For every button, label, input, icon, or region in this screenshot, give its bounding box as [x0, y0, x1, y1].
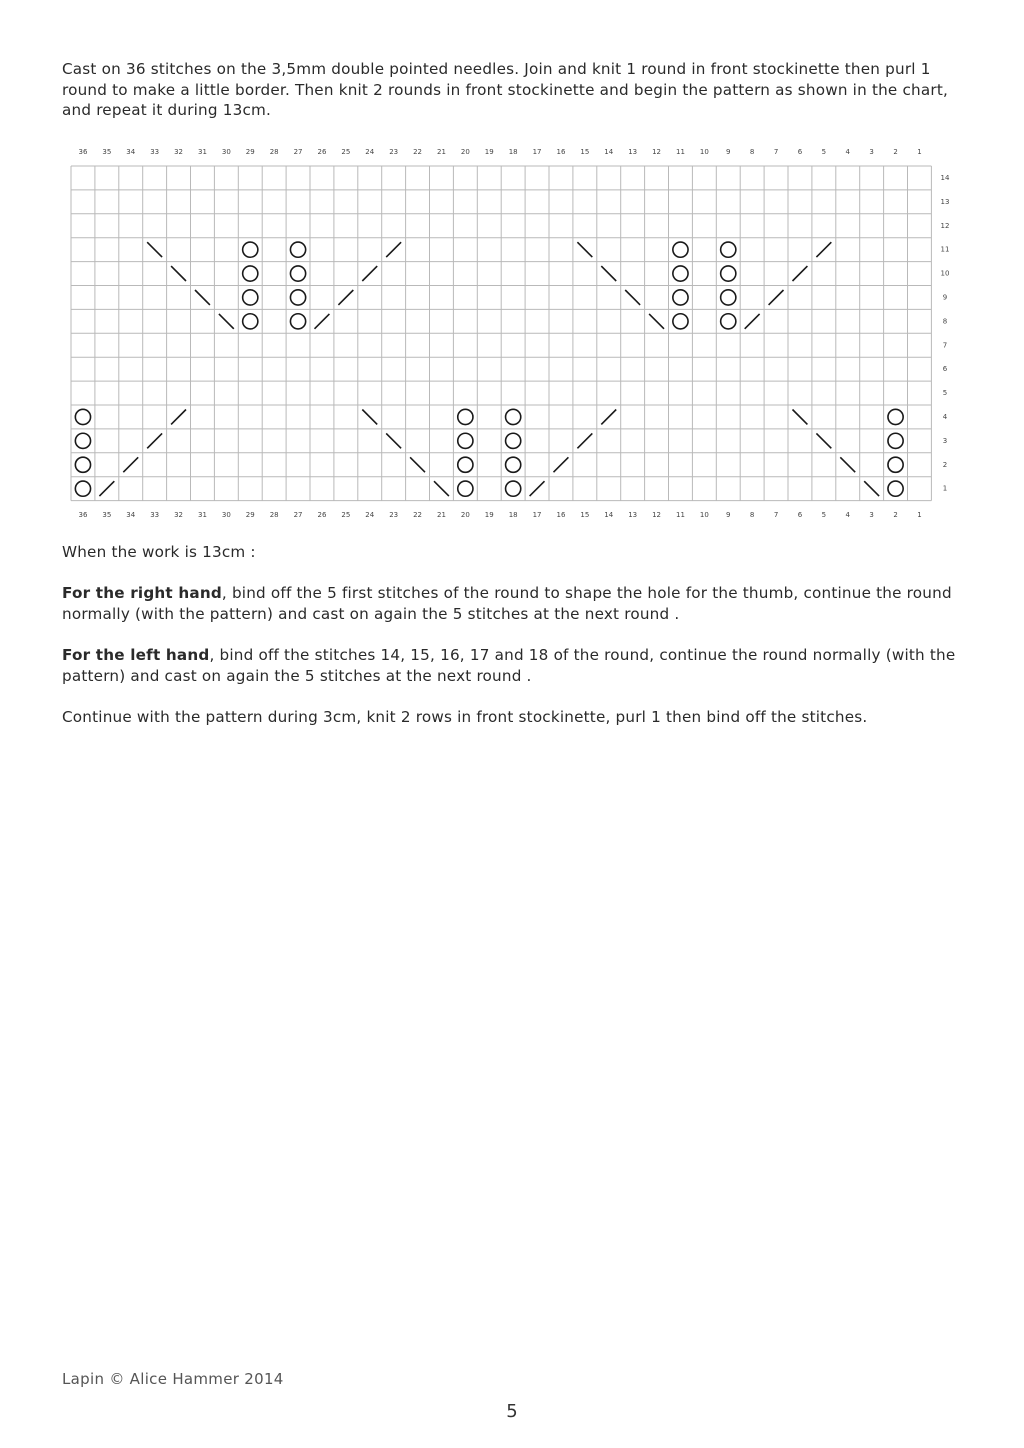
- column-label-top: 1: [917, 148, 922, 156]
- right-slant-decrease-symbol: [362, 266, 377, 281]
- column-label-bottom: 15: [580, 511, 590, 519]
- left-slant-decrease-symbol: [195, 290, 210, 305]
- column-label-bottom: 3: [869, 511, 874, 519]
- yarn-over-symbol: [458, 481, 473, 496]
- column-label-top: 29: [245, 148, 255, 156]
- yarn-over-symbol: [506, 481, 521, 496]
- row-label: 6: [942, 365, 948, 374]
- left-slant-decrease-symbol: [793, 410, 808, 425]
- yarn-over-symbol: [721, 314, 736, 329]
- yarn-over-symbol: [673, 266, 688, 281]
- column-label-top: 27: [293, 148, 303, 156]
- right-slant-decrease-symbol: [816, 242, 831, 257]
- yarn-over-symbol: [673, 290, 688, 305]
- right-slant-decrease-symbol: [338, 290, 353, 305]
- right-slant-decrease-symbol: [745, 314, 760, 329]
- row-label: 11: [940, 245, 950, 254]
- column-label-top: 36: [78, 148, 88, 156]
- column-label-bottom: 1: [917, 511, 922, 519]
- right-hand-label: For the right hand: [62, 584, 222, 602]
- column-label-bottom: 30: [221, 511, 231, 519]
- column-label-bottom: 9: [726, 511, 731, 519]
- column-label-top: 26: [317, 148, 327, 156]
- column-label-top: 2: [893, 148, 898, 156]
- footer-credit: Lapin © Alice Hammer 2014: [62, 1370, 284, 1388]
- left-slant-decrease-symbol: [625, 290, 640, 305]
- yarn-over-symbol: [458, 457, 473, 472]
- left-slant-decrease-symbol: [147, 242, 162, 257]
- column-label-top: 3: [869, 148, 874, 156]
- right-hand-text: , bind off the 5 first stitches of the round to shape the hole for the thumb, continue the round normally (with the pattern) and cast on again the 5 stitches at the next round .: [62, 584, 952, 623]
- left-slant-decrease-symbol: [649, 314, 664, 329]
- yarn-over-symbol: [458, 433, 473, 448]
- left-slant-decrease-symbol: [601, 266, 616, 281]
- right-slant-decrease-symbol: [530, 481, 545, 496]
- yarn-over-symbol: [458, 409, 473, 424]
- column-label-bottom: 24: [365, 511, 375, 519]
- yarn-over-symbol: [290, 314, 305, 329]
- column-label-bottom: 4: [845, 511, 850, 519]
- row-label: 9: [942, 293, 948, 302]
- row-label: 5: [942, 389, 948, 398]
- left-slant-decrease-symbol: [434, 481, 449, 496]
- column-label-top: 32: [174, 148, 184, 156]
- column-label-bottom: 12: [652, 511, 662, 519]
- column-label-bottom: 18: [508, 511, 518, 519]
- when-paragraph: When the work is 13cm :: [62, 543, 256, 561]
- column-label-top: 12: [652, 148, 662, 156]
- yarn-over-symbol: [243, 290, 258, 305]
- yarn-over-symbol: [888, 433, 903, 448]
- right-slant-decrease-symbol: [554, 457, 569, 472]
- row-label: 3: [942, 436, 948, 445]
- column-label-bottom: 19: [484, 511, 494, 519]
- row-label: 13: [940, 197, 950, 206]
- column-label-bottom: 14: [604, 511, 614, 519]
- column-label-top: 18: [508, 148, 518, 156]
- column-label-top: 34: [126, 148, 136, 156]
- column-label-bottom: 28: [269, 511, 279, 519]
- column-label-bottom: 20: [460, 511, 470, 519]
- column-label-top: 22: [413, 148, 423, 156]
- yarn-over-symbol: [721, 266, 736, 281]
- left-slant-decrease-symbol: [410, 457, 425, 472]
- column-label-bottom: 35: [102, 511, 112, 519]
- row-label: 8: [942, 317, 948, 326]
- column-label-top: 19: [484, 148, 494, 156]
- left-hand-label: For the left hand: [62, 646, 210, 664]
- column-label-top: 10: [699, 148, 709, 156]
- continue-paragraph: Continue with the pattern during 3cm, knit 2 rows in front stockinette, purl 1 then bind off the stitches.: [62, 708, 868, 726]
- right-slant-decrease-symbol: [386, 242, 401, 257]
- column-label-bottom: 10: [699, 511, 709, 519]
- column-label-bottom: 16: [556, 511, 566, 519]
- column-label-bottom: 13: [628, 511, 638, 519]
- yarn-over-symbol: [673, 242, 688, 257]
- right-slant-decrease-symbol: [147, 433, 162, 448]
- yarn-over-symbol: [290, 290, 305, 305]
- column-label-top: 8: [749, 148, 755, 156]
- yarn-over-symbol: [506, 457, 521, 472]
- yarn-over-symbol: [888, 409, 903, 424]
- left-slant-decrease-symbol: [840, 457, 855, 472]
- yarn-over-symbol: [506, 409, 521, 424]
- left-slant-decrease-symbol: [362, 410, 377, 425]
- column-label-bottom: 26: [317, 511, 327, 519]
- left-hand-text: , bind off the stitches 14, 15, 16, 17 and 18 of the round, continue the round normally (with the pattern) and cast on again the 5 stitches at the next round .: [62, 646, 956, 685]
- row-label: 2: [942, 460, 948, 469]
- row-label: 1: [942, 484, 948, 493]
- column-label-top: 28: [269, 148, 279, 156]
- column-label-bottom: 17: [532, 511, 542, 519]
- row-label: 14: [940, 173, 950, 182]
- column-label-top: 31: [197, 148, 207, 156]
- left-slant-decrease-symbol: [219, 314, 234, 329]
- column-label-top: 30: [221, 148, 231, 156]
- column-label-top: 7: [773, 148, 779, 156]
- column-label-top: 5: [821, 148, 827, 156]
- left-hand-paragraph: [62, 645, 966, 686]
- column-label-bottom: 6: [797, 511, 803, 519]
- column-label-top: 16: [556, 148, 566, 156]
- column-label-top: 13: [628, 148, 638, 156]
- column-label-top: 25: [341, 148, 351, 156]
- column-label-bottom: 5: [821, 511, 827, 519]
- column-label-top: 4: [845, 148, 850, 156]
- right-slant-decrease-symbol: [577, 433, 592, 448]
- yarn-over-symbol: [673, 314, 688, 329]
- column-label-top: 6: [797, 148, 803, 156]
- column-label-top: 23: [389, 148, 399, 156]
- column-label-top: 24: [365, 148, 375, 156]
- yarn-over-symbol: [243, 242, 258, 257]
- yarn-over-symbol: [721, 290, 736, 305]
- yarn-over-symbol: [721, 242, 736, 257]
- right-slant-decrease-symbol: [99, 481, 114, 496]
- knitting-chart: [0, 0, 1024, 540]
- yarn-over-symbol: [506, 433, 521, 448]
- yarn-over-symbol: [888, 481, 903, 496]
- column-label-top: 20: [460, 148, 470, 156]
- column-label-top: 9: [726, 148, 731, 156]
- right-slant-decrease-symbol: [793, 266, 808, 281]
- column-label-bottom: 23: [389, 511, 399, 519]
- left-slant-decrease-symbol: [864, 481, 879, 496]
- column-label-top: 35: [102, 148, 112, 156]
- yarn-over-symbol: [75, 433, 90, 448]
- column-label-bottom: 34: [126, 511, 136, 519]
- right-slant-decrease-symbol: [123, 457, 138, 472]
- column-label-bottom: 29: [245, 511, 255, 519]
- yarn-over-symbol: [290, 266, 305, 281]
- intro-paragraph: Cast on 36 stitches on the 3,5mm double pointed needles. Join and knit 1 round in front stockinette then purl 1 round to make a little border. Then knit 2 rounds in front stockinette and begin the pattern as shown in the chart, and repeat it during 13cm.: [62, 60, 949, 119]
- yarn-over-symbol: [243, 266, 258, 281]
- left-slant-decrease-symbol: [386, 433, 401, 448]
- row-label: 4: [942, 412, 948, 421]
- yarn-over-symbol: [290, 242, 305, 257]
- column-label-top: 14: [604, 148, 614, 156]
- column-label-bottom: 32: [174, 511, 184, 519]
- column-label-top: 11: [675, 148, 685, 156]
- column-label-bottom: 21: [436, 511, 446, 519]
- column-label-top: 21: [436, 148, 446, 156]
- left-slant-decrease-symbol: [816, 433, 831, 448]
- column-label-top: 15: [580, 148, 590, 156]
- row-label: 10: [940, 269, 950, 278]
- right-slant-decrease-symbol: [315, 314, 330, 329]
- column-label-bottom: 22: [413, 511, 423, 519]
- yarn-over-symbol: [75, 457, 90, 472]
- column-label-bottom: 27: [293, 511, 303, 519]
- column-label-bottom: 11: [675, 511, 685, 519]
- right-slant-decrease-symbol: [171, 410, 186, 425]
- right-slant-decrease-symbol: [769, 290, 784, 305]
- right-hand-paragraph: [62, 583, 966, 624]
- row-label: 12: [940, 221, 950, 230]
- column-label-bottom: 7: [773, 511, 779, 519]
- right-slant-decrease-symbol: [601, 410, 616, 425]
- chart-grid: [0, 0, 1024, 540]
- yarn-over-symbol: [888, 457, 903, 472]
- column-label-bottom: 33: [150, 511, 160, 519]
- column-label-bottom: 25: [341, 511, 351, 519]
- left-slant-decrease-symbol: [171, 266, 186, 281]
- column-label-top: 17: [532, 148, 542, 156]
- column-label-bottom: 8: [749, 511, 755, 519]
- yarn-over-symbol: [75, 481, 90, 496]
- yarn-over-symbol: [75, 409, 90, 424]
- page-number: 5: [506, 1401, 518, 1422]
- column-label-bottom: 2: [893, 511, 898, 519]
- column-label-bottom: 36: [78, 511, 88, 519]
- row-label: 7: [942, 341, 948, 350]
- column-label-top: 33: [150, 148, 160, 156]
- left-slant-decrease-symbol: [577, 242, 592, 257]
- column-label-bottom: 31: [197, 511, 207, 519]
- yarn-over-symbol: [243, 314, 258, 329]
